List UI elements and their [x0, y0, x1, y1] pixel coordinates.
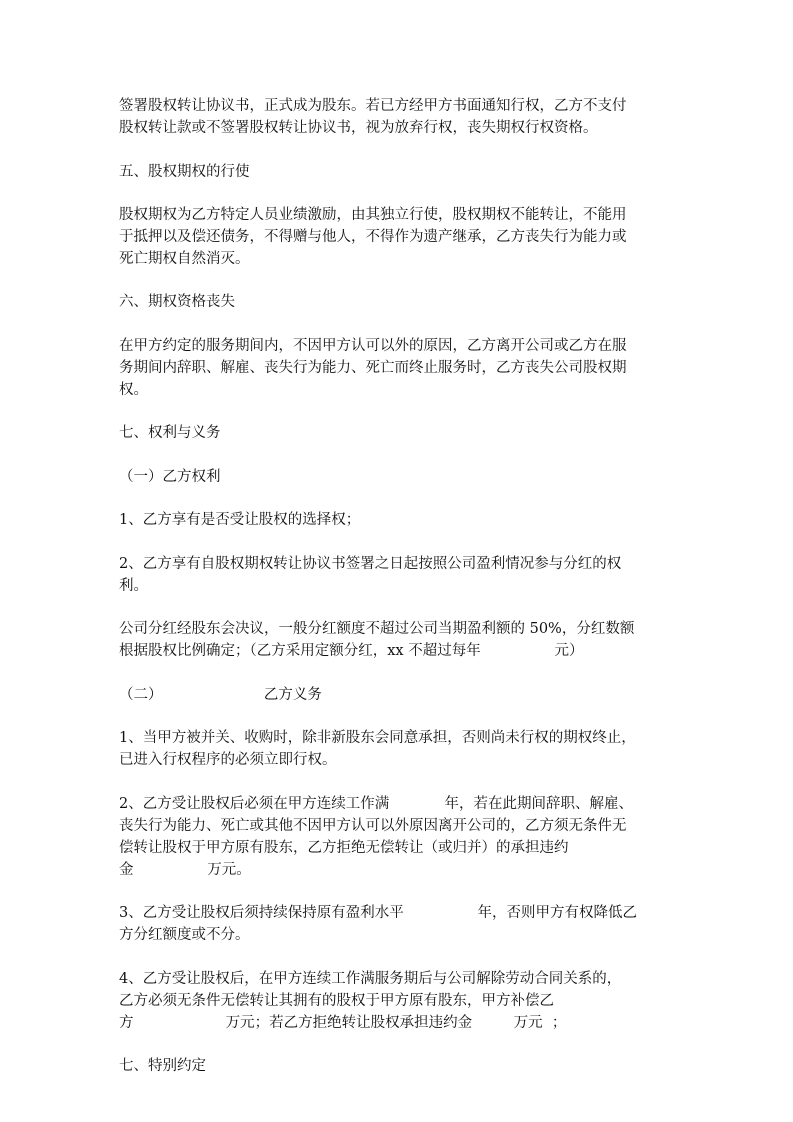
text-line: 2、乙方享有自股权期权转让协议书签署之日起按照公司盈利情况参与分红的权: [119, 556, 622, 572]
text-line: 3、乙方受让股权后须持续保持原有盈利水平 年，否则甲方有权降低乙: [119, 905, 637, 921]
text-line: 4、乙方受让股权后，在甲方连续工作满服务期后与公司解除劳动合同关系的，: [119, 971, 622, 987]
text-line: 方 万元；若乙方拒绝转让股权承担违约金 万元 ；: [119, 1015, 567, 1031]
section-heading: 七、特别约定: [119, 1058, 206, 1074]
text-line: 丧失行为能力、死亡或其他不因甲方认可以外原因离开公司的，乙方须无条件无: [119, 818, 627, 834]
text-line: 于抵押以及偿还债务，不得赠与他人，不得作为遗产继承，乙方丧失行为能力或: [119, 229, 627, 245]
text-line: 2、乙方受让股权后必须在甲方连续工作满 年，若在此期间辞职、解雇、: [119, 796, 634, 812]
section-heading: 七、权利与义务: [119, 425, 221, 441]
text-line: 权。: [119, 382, 148, 398]
text-line: 股权期权为乙方特定人员业绩激励，由其独立行使，股权期权不能转让，不能用: [119, 207, 627, 223]
text-line: 根据股权比例确定；（乙方采用定额分红，xx 不超过每年 元）: [119, 643, 584, 659]
section-heading: 六、期权资格丧失: [119, 294, 235, 310]
text-line: 公司分红经股东会决议，一般分红额度不超过公司当期盈利额的 50%，分红数额: [119, 621, 635, 637]
text-line: 已进入行权程序的必须立即行权。: [119, 752, 337, 768]
text-line: 利。: [119, 578, 148, 594]
text-line: 金 万元。: [119, 862, 251, 878]
text-line: 1、当甲方被并关、收购时，除非新股东会同意承担，否则尚未行权的期权终止，: [119, 730, 636, 746]
text-line: 签署股权转让协议书，正式成为股东。若已方经甲方书面通知行权，乙方不支付: [119, 98, 627, 114]
section-heading: 五、股权期权的行使: [119, 164, 250, 180]
text-line: 方分红额度或不分。: [119, 927, 250, 943]
text-line: 乙方必须无条件无偿转让其拥有的股权于甲方原有股东，甲方补偿乙: [119, 993, 554, 1009]
text-line: 在甲方约定的服务期间内，不因甲方认可以外的原因，乙方离开公司或乙方在服: [119, 338, 627, 354]
subsection-heading: （一）乙方权利: [119, 469, 221, 485]
text-line: 偿转让股权于甲方原有股东，乙方拒绝无偿转让（或归并）的承担违约: [119, 840, 569, 856]
text-line: 务期间内辞职、解雇、丧失行为能力、死亡而终止服务时，乙方丧失公司股权期: [119, 360, 627, 376]
text-line: 股权转让款或不签署股权转让协议书，视为放弃行权，丧失期权行权资格。: [119, 120, 598, 136]
text-line: 死亡期权自然消灭。: [119, 251, 250, 267]
subsection-heading: （二） 乙方义务: [119, 687, 322, 703]
text-line: 1、乙方享有是否受让股权的选择权；: [119, 512, 361, 528]
